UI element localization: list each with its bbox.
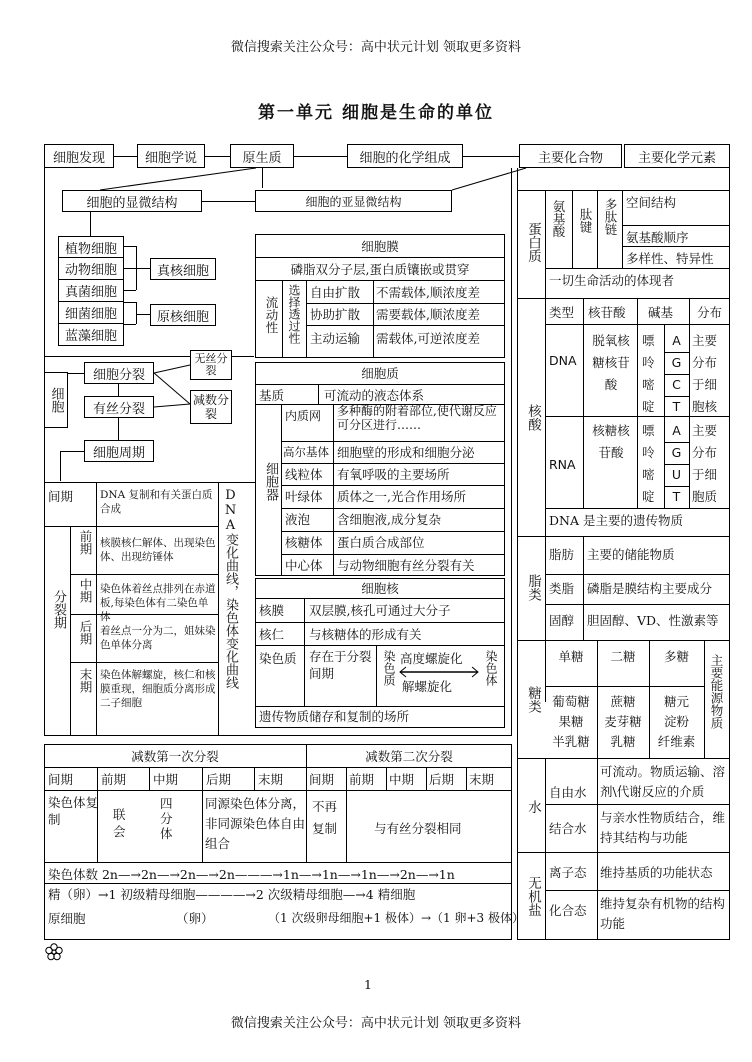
dna-pyr-1: 嘧 bbox=[642, 377, 655, 392]
rna-purine-2: 呤 bbox=[642, 445, 655, 460]
nucleic-note: DNA 是主要的遗传物质 bbox=[549, 513, 683, 528]
transport-free: 自由扩散 bbox=[310, 285, 361, 300]
salt-ion-desc: 维持基质的功能状态 bbox=[600, 865, 713, 880]
lipid-lipoid-desc: 磷脂是膜结构主要成分 bbox=[587, 581, 713, 596]
transport-active-desc: 需载体,可逆浓度差 bbox=[376, 331, 480, 346]
box-meiosis: 减数分裂 bbox=[190, 390, 232, 424]
water-free-desc: 可流动。物质运输、溶剂\代谢反应的介质 bbox=[600, 764, 726, 799]
chromatin-interphase: 存在于分裂间期 bbox=[309, 649, 372, 681]
transport-free-desc: 不需载体,顺浓度差 bbox=[376, 285, 480, 300]
dna-pyr-2: 啶 bbox=[642, 399, 655, 414]
salt-ion: 离子态 bbox=[549, 865, 587, 880]
transport-facilitated-desc: 需要载体,顺浓度差 bbox=[376, 307, 480, 322]
mitosis-curve-note: DNA变化曲线，染色体变化曲线 bbox=[223, 488, 238, 689]
water-bound-desc: 与亲水性物质结合，维持其结构与功能 bbox=[600, 810, 726, 845]
chromatin-label: 染色质 bbox=[259, 651, 297, 666]
water-label: 水 bbox=[525, 800, 541, 814]
transport-facilitated: 协助扩散 bbox=[310, 307, 361, 322]
unspiral-label: 解螺旋化 bbox=[402, 679, 453, 694]
salt-label: 无机盐 bbox=[525, 876, 541, 917]
membrane-selective: 选择透过性 bbox=[287, 284, 301, 344]
cytoplasm-title: 细胞质 bbox=[361, 366, 399, 381]
membrane-title: 细胞膜 bbox=[361, 239, 399, 254]
nucleic-head-type: 类型 bbox=[549, 305, 575, 320]
rna-base-t: T bbox=[672, 489, 681, 504]
cell-type-plant: 植物细胞 bbox=[58, 236, 124, 258]
rna-nucleotide: 核糖核苷酸 bbox=[592, 423, 630, 460]
lipid-label: 脂类 bbox=[525, 574, 541, 601]
protein-order: 氨基酸顺序 bbox=[626, 230, 689, 245]
organelle-mito: 线粒体 bbox=[285, 467, 323, 482]
organelle-ribosome: 核糖体 bbox=[285, 535, 323, 550]
dna-purine-2: 呤 bbox=[642, 355, 655, 370]
nucleus-envelope-desc: 双层膜,核孔可通过大分子 bbox=[309, 603, 451, 618]
nucleic-label: 核酸 bbox=[525, 404, 541, 431]
phase-anaphase-desc: 着丝点一分为二，姐妹染色单体分离 bbox=[100, 625, 216, 651]
footer-banner: 微信搜索关注公众号：高中状元计划 领取更多资料 bbox=[230, 1016, 522, 1031]
lipid-fat-desc: 主要的储能物质 bbox=[587, 547, 675, 562]
box-cell-discovery: 细胞发现 bbox=[44, 144, 114, 168]
box-prokaryote: 原核细胞 bbox=[150, 304, 216, 326]
chromatin-vertical: 染色质 bbox=[382, 650, 396, 686]
sugar-label: 糖类 bbox=[525, 686, 541, 713]
sugar-poly-1: 糖元 bbox=[663, 694, 689, 709]
rna-base-g: G bbox=[671, 445, 682, 460]
organelle-er: 内质网 bbox=[285, 409, 322, 423]
cell-type-animal: 动物细胞 bbox=[58, 258, 124, 280]
meiosis1-stage-4: 末期 bbox=[258, 772, 284, 787]
cell-type-bacteria: 细菌细胞 bbox=[58, 302, 124, 324]
organelle-golgi: 高尔基体 bbox=[283, 445, 329, 459]
sugar-head-mono: 单糖 bbox=[558, 649, 584, 664]
organelle-centrosome-desc: 与动物细胞有丝分裂有关 bbox=[337, 558, 475, 573]
mitosis-interphase-label: 间期 bbox=[48, 489, 74, 504]
meiosis1-stage-2: 中期 bbox=[153, 772, 179, 787]
meiosis-tetrad: 四分体 bbox=[160, 796, 173, 841]
meiosis2-stage-0: 间期 bbox=[309, 772, 335, 787]
sugar-di-2: 麦芽糖 bbox=[604, 714, 642, 729]
nucleic-head-base: 碱基 bbox=[648, 305, 674, 320]
meiosis-homolog: 同源染色体分离，非同源染色体自由组合 bbox=[205, 796, 306, 851]
organelle-mito-desc: 有氧呼吸的主要场所 bbox=[337, 467, 450, 482]
meiosis-synapsis: 联会 bbox=[113, 807, 126, 839]
water-free: 自由水 bbox=[549, 785, 587, 800]
membrane-fluidity: 流动性 bbox=[264, 296, 279, 334]
rna-pyr-1: 嘧 bbox=[642, 467, 655, 482]
protein-structure: 空间结构 bbox=[626, 195, 677, 210]
lipid-lipoid: 类脂 bbox=[549, 581, 575, 596]
rna-base-u: U bbox=[671, 467, 682, 482]
meiosis-sperm-line2a: 原细胞 bbox=[48, 911, 86, 926]
organelle-chloro: 叶绿体 bbox=[285, 489, 323, 504]
meiosis2-stage-1: 前期 bbox=[349, 772, 375, 787]
chromosome-vertical: 染色体 bbox=[484, 650, 498, 686]
protein-peptide: 肽键 bbox=[578, 208, 593, 233]
rna-pyr-2: 啶 bbox=[642, 489, 655, 504]
box-amitosis: 无丝分裂 bbox=[190, 350, 232, 380]
rna-label: RNA bbox=[549, 457, 576, 472]
rna-purine-1: 嘌 bbox=[642, 423, 655, 438]
sugar-di-3: 乳糖 bbox=[610, 734, 636, 749]
meiosis1-stage-0: 间期 bbox=[48, 772, 74, 787]
meiosis-no-copy: 不再复制 bbox=[312, 799, 338, 836]
mitosis-interphase-desc: DNA 复制和有关蛋白质合成 bbox=[100, 489, 213, 515]
phase-prophase: 前期 bbox=[78, 530, 93, 555]
protein-poly: 多肽链 bbox=[603, 198, 618, 236]
box-eukaryote: 真核细胞 bbox=[150, 258, 216, 280]
sugar-mono-1: 葡萄糖 bbox=[552, 694, 590, 709]
box-cell-division: 细胞分裂 bbox=[84, 362, 154, 384]
lipid-fat: 脂肪 bbox=[549, 547, 575, 562]
nucleus-envelope: 核膜 bbox=[259, 603, 285, 618]
water-bound: 结合水 bbox=[549, 821, 587, 836]
lipid-sterol: 固醇 bbox=[549, 613, 575, 628]
salt-compound: 化合态 bbox=[549, 903, 587, 918]
dna-nucleotide: 脱氧核糖核苷酸 bbox=[592, 333, 630, 392]
cytoplasm-matrix-desc: 可流动的液态体系 bbox=[324, 388, 425, 403]
meiosis2-stage-4: 末期 bbox=[469, 772, 495, 787]
cell-type-list bbox=[58, 236, 124, 346]
meiosis2-stage-3: 后期 bbox=[429, 772, 455, 787]
nucleic-head-nucleotide: 核苷酸 bbox=[588, 305, 626, 320]
phase-metaphase: 中期 bbox=[78, 578, 93, 603]
protein-label: 蛋白质 bbox=[525, 222, 541, 263]
box-submicro-structure: 细胞的亚显微结构 bbox=[255, 190, 452, 212]
box-main-compounds: 主要化合物 bbox=[519, 144, 622, 168]
box-main-elements: 主要化学元素 bbox=[624, 144, 730, 168]
spiral-label: 高度螺旋化 bbox=[400, 651, 463, 666]
page-title: 第一单元 细胞是生命的单位 bbox=[258, 103, 494, 123]
dna-base-c: C bbox=[672, 377, 681, 392]
meiosis-chrom-count: 染色体数 2n—→2n—→2n—→2n———→1n—→1n—→1n—→2n—→1n bbox=[48, 867, 455, 882]
phase-telophase: 末期 bbox=[78, 668, 93, 693]
sugar-di-1: 蔗糖 bbox=[610, 694, 636, 709]
box-chem-composition: 细胞的化学组成 bbox=[347, 144, 463, 168]
dna-label: DNA bbox=[549, 353, 577, 368]
cytoplasm-matrix-label: 基质 bbox=[259, 388, 285, 403]
nucleolus-desc: 与核糖体的形成有关 bbox=[309, 627, 422, 642]
dna-base-t: T bbox=[672, 399, 681, 414]
meiosis1-stage-1: 前期 bbox=[101, 772, 127, 787]
meiosis-second: 减数第二次分裂 bbox=[365, 749, 453, 764]
sugar-mono-2: 果糖 bbox=[558, 714, 584, 729]
sugar-head-di: 二糖 bbox=[610, 649, 636, 664]
box-mitosis: 有丝分裂 bbox=[84, 396, 154, 418]
nucleic-head-dist: 分布 bbox=[697, 305, 723, 320]
box-cell-theory: 细胞学说 bbox=[137, 144, 205, 168]
meiosis1-stage-3: 后期 bbox=[206, 772, 232, 787]
rna-distribution: 主要分布于细胞质 bbox=[692, 423, 718, 504]
phase-telophase-desc: 染色体解螺旋，核仁和核膜重现，细胞质分离形成二子细胞 bbox=[100, 669, 216, 709]
organelle-golgi-desc: 细胞壁的形成和细胞分泌 bbox=[337, 445, 475, 460]
sugar-poly-2: 淀粉 bbox=[663, 714, 689, 729]
cell-type-cyano: 蓝藻细胞 bbox=[58, 324, 124, 346]
meiosis-same: 与有丝分裂相同 bbox=[374, 821, 462, 836]
flower-icon bbox=[44, 942, 64, 962]
meiosis-sperm-line2c: （1 次级卵母细胞+1 极体）→（1 卵+3 极体） bbox=[268, 911, 524, 925]
dna-distribution: 主要分布于细胞核 bbox=[692, 333, 718, 414]
page-number: 1 bbox=[364, 977, 372, 992]
meiosis-sperm-line1: 精（卵）→1 初级精母细胞————→2 次级精母细胞—→4 精细胞 bbox=[48, 887, 416, 902]
phase-metaphase-desc: 染色体着丝点排列在赤道板,每染色体有二染色单体 bbox=[100, 583, 216, 623]
box-micro-structure: 细胞的显微结构 bbox=[62, 190, 202, 212]
protein-role: 一切生命活动的体现者 bbox=[549, 273, 675, 288]
nucleolus: 核仁 bbox=[259, 627, 285, 642]
membrane-desc: 磷脂双分子层,蛋白质镶嵌或贯穿 bbox=[290, 262, 470, 277]
salt-compound-desc: 维持复杂有机物的结构功能 bbox=[600, 896, 726, 931]
organelle-vacuole-desc: 含细胞液,成分复杂 bbox=[337, 512, 441, 527]
box-cell: 细胞 bbox=[44, 372, 68, 428]
lipid-sterol-desc: 胆固醇、VD、性激素等 bbox=[587, 613, 719, 628]
mitosis-phase-label: 分裂期 bbox=[51, 590, 66, 629]
cell-type-fungi: 真菌细胞 bbox=[58, 280, 124, 302]
phase-anaphase: 后期 bbox=[78, 620, 93, 645]
meiosis-sperm-line2b: （卵） bbox=[176, 911, 214, 926]
protein-diversity: 多样性、特异性 bbox=[626, 251, 714, 266]
rna-base-a: A bbox=[672, 423, 681, 438]
meiosis2-stage-2: 中期 bbox=[389, 772, 415, 787]
organelle-vacuole: 液泡 bbox=[285, 512, 311, 527]
sugar-mono-3: 半乳糖 bbox=[552, 734, 590, 749]
organelle-label: 细胞器 bbox=[263, 462, 278, 501]
nucleus-genetic: 遗传物质储存和复制的场所 bbox=[259, 709, 410, 724]
transport-active: 主动运输 bbox=[310, 331, 361, 346]
organelle-ribosome-desc: 蛋白质合成部位 bbox=[337, 535, 425, 550]
header-banner: 微信搜索关注公众号：高中状元计划 领取更多资料 bbox=[230, 40, 522, 55]
organelle-centrosome: 中心体 bbox=[285, 558, 323, 573]
meiosis-chrom-copy: 染色体复制 bbox=[48, 795, 99, 827]
sugar-energy: 主要能源物质 bbox=[709, 654, 724, 729]
sugar-head-poly: 多糖 bbox=[663, 649, 689, 664]
dna-base-g: G bbox=[671, 355, 682, 370]
box-cell-cycle: 细胞周期 bbox=[84, 440, 154, 462]
sugar-poly-3: 纤维素 bbox=[657, 734, 696, 749]
phase-prophase-desc: 核膜核仁解体、出现染色体、出现纺锤体 bbox=[100, 537, 216, 563]
organelle-chloro-desc: 质体之一,光合作用场所 bbox=[337, 489, 466, 504]
dna-purine-1: 嘌 bbox=[642, 333, 655, 348]
dna-base-a: A bbox=[672, 333, 681, 348]
meiosis-first: 减数第一次分裂 bbox=[131, 749, 219, 764]
organelle-er-desc: 多种酶的附着部位,使代谢反应可分区进行…… bbox=[337, 404, 497, 432]
box-protoplasm: 原生质 bbox=[230, 144, 294, 168]
nucleus-title: 细胞核 bbox=[361, 581, 399, 596]
protein-amino: 氨基酸 bbox=[551, 200, 566, 238]
